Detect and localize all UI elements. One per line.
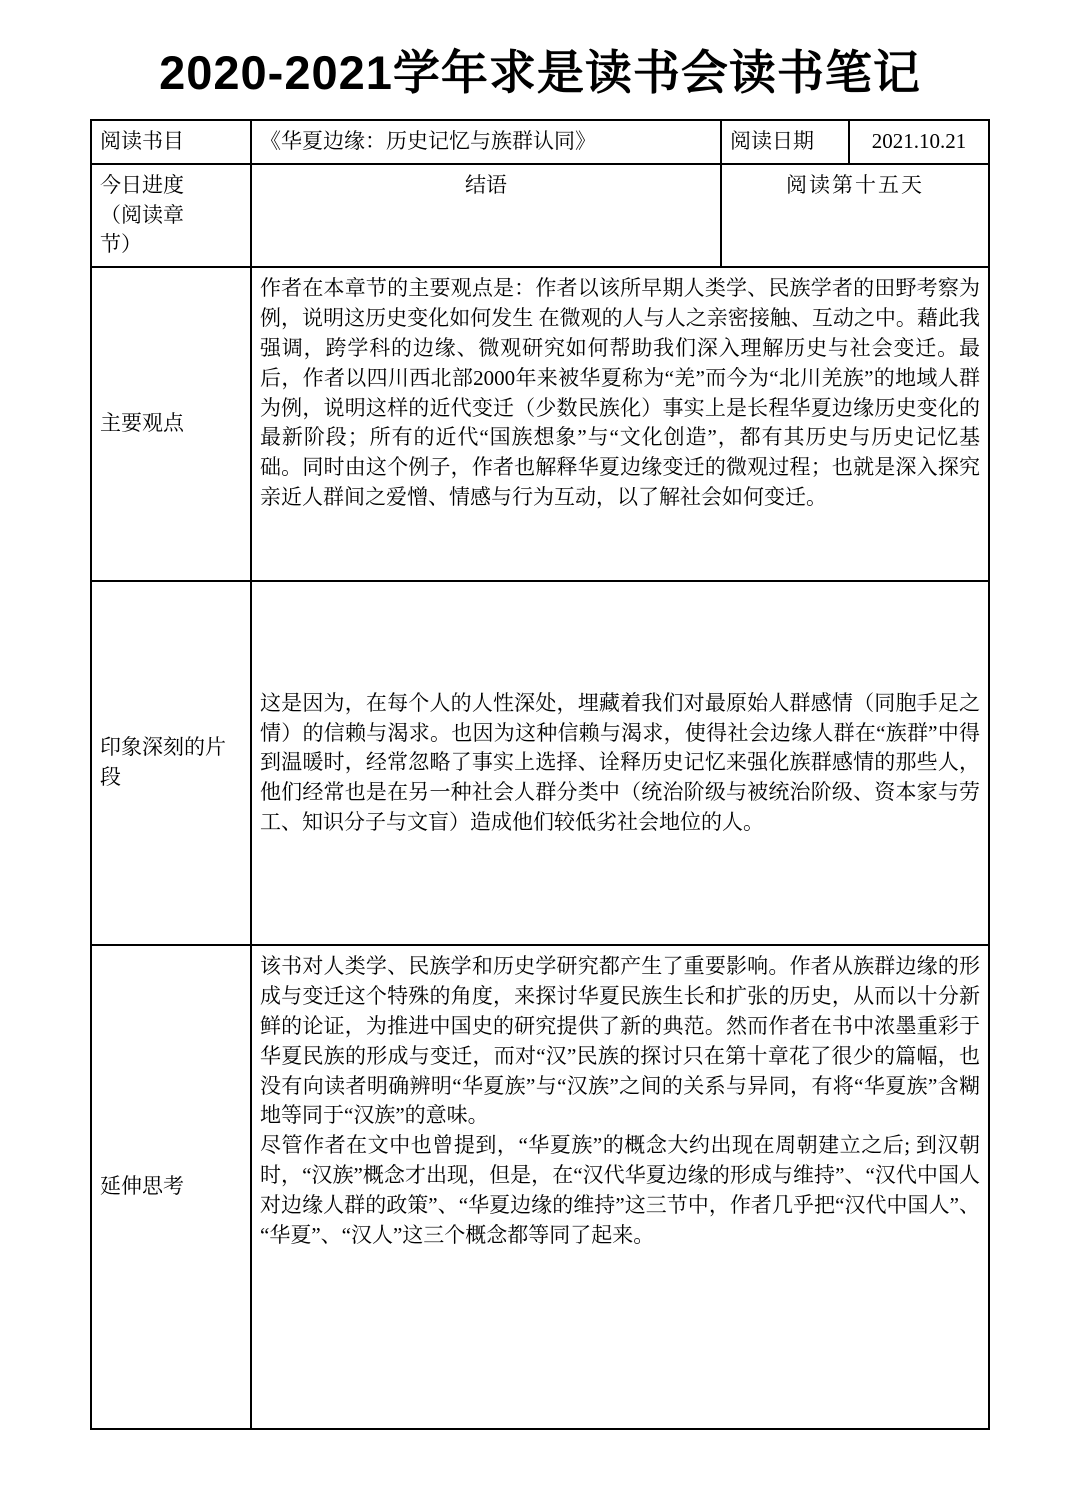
value-main-points: 作者在本章节的主要观点是：作者以该所早期人类学、民族学者的田野考察为例，说明这历史变化如何发生 在微观的人与人之亲密接触、互动之中。藉此我强调，跨学科的边缘、微观研究如何帮助我们深入理解历史与社会变迁。最后，作者以四川西北部2000年来被华夏称为“羌”而今为“北川羌族”的地域人群为例，说明这样的近代变迁（少数民族化）事实上是长程华夏边缘历史变化的最新阶段；所有的近代“国族想象”与“文化创造”，都有其历史与历史记忆基础。同时由这个例子，作者也解释华夏边缘变迁的微观过程；也就是深入探究亲近人群间之爱憎、情感与行为互动，以了解社会如何变迁。 [251,267,989,581]
reading-notes-table [90,119,990,1430]
table-row-book [91,120,989,164]
label-today-progress-line1: 今日进度 [100,172,184,197]
value-read-date: 2021.10.21 [849,120,989,164]
table-row-main-points [91,267,989,581]
label-extension: 延伸思考 [91,945,251,1429]
impression-paragraph: 这是因为，在每个人的人性深处，埋藏着我们对最原始人群感情（同胞手足之情）的信赖与渴求。也因为这种信赖与渴求，使得社会边缘人群在“族群”中得到温暖时，经常忽略了事实上选择、诠释历史记忆来强化族群感情的那些人，他们经常也是在另一种社会人群分类中（统治阶级与被统治阶级、资本家与劳工、知识分子与文盲）造成他们较低劣社会地位的人。 [260,690,980,834]
table-row-impression [91,581,989,945]
label-today-progress-line2: （阅读章 [100,202,184,227]
label-today-progress-line3: 节） [100,232,142,257]
value-book-title: 《华夏边缘：历史记忆与族群认同》 [251,120,721,164]
label-book: 阅读书目 [91,120,251,164]
label-read-date: 阅读日期 [721,120,849,164]
table-row-extension [91,945,989,1429]
label-main-points: 主要观点 [91,267,251,581]
label-today-progress [91,164,251,267]
extension-paragraph-1: 该书对人类学、民族学和历史学研究都产生了重要影响。作者从族群边缘的形成与变迁这个特殊的角度，来探讨华夏民族生长和扩张的历史，从而以十分新鲜的论证，为推进中国史的研究提供了新的典范。然而作者在书中浓墨重彩于华夏民族的形成与变迁，而对“汉”民族的探讨只在第十章花了很少的篇幅，也没有向读者明确辨明“华夏族”与“汉族”之间的关系与异同，有将“华夏族”含糊地等同于“汉族”的意味。 [260,954,980,1128]
label-impression: 印象深刻的片段 [91,581,251,945]
value-impression [251,581,989,945]
value-reading-day: 阅读第十五天 [721,164,989,267]
value-chapter: 结语 [251,164,721,267]
page-title: 2020-2021学年求是读书会读书笔记 [159,46,921,99]
table-row-progress [91,164,989,267]
extension-paragraph-2: 尽管作者在文中也曾提到，“华夏族”的概念大约出现在周朝建立之后; 到汉朝时，“汉族”概念才出现，但是，在“汉代华夏边缘的形成与维持”、“汉代中国人对边缘人群的政策”、“华夏边缘的维持”这三节中，作者几乎把“汉代中国人”、“华夏”、“汉人”这三个概念都等同了起来。 [260,1133,980,1247]
value-extension [251,945,989,1429]
